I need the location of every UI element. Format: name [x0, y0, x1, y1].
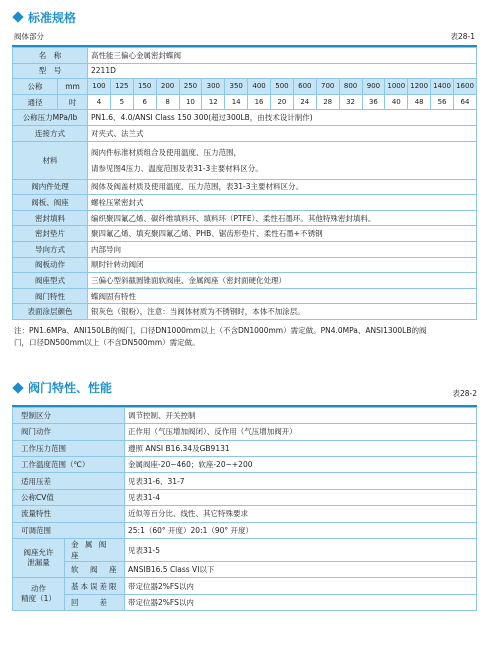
inch-cell: 14: [225, 94, 248, 110]
inch-cell: 10: [179, 94, 202, 110]
bore-unit: 吋: [58, 94, 88, 110]
cv-value: 见表31-4: [125, 489, 477, 505]
valve-characteristic-value: 蝶阀固有特性: [88, 288, 477, 304]
size-cell: 300: [202, 79, 225, 95]
packing-value: 编织聚四氟乙烯、碳纤维填料环、填料环（PTFE）、柔性石墨环。其他特殊密封填料。: [88, 210, 477, 226]
size-cell: 350: [225, 79, 248, 95]
disc-action-value: 顺时针转动阀闭: [88, 257, 477, 273]
section1-title: 标准规格: [28, 10, 77, 25]
model-label: 型 号: [13, 63, 88, 79]
accuracy-label-line1: 动作: [31, 584, 46, 594]
size-cell: 250: [179, 79, 202, 95]
cv-label: 公称CV值: [13, 489, 125, 505]
dn-label: 公称: [13, 79, 58, 95]
material-value-line1: 阀内件标准材质组合及使用温度、压力范围，: [91, 147, 241, 157]
size-row: [13, 79, 477, 95]
soft-seat-value: ANSIB16.5 Class VI以下: [125, 562, 477, 578]
metal-seat-label: 金 属 阀 座: [65, 539, 125, 562]
material-label: 材料: [13, 141, 88, 179]
inch-cell: 12: [202, 94, 225, 110]
guide-label: 导向方式: [13, 241, 88, 257]
coating-color-label: 表面涂层颜色: [13, 304, 88, 320]
inch-cell: 48: [408, 94, 431, 110]
inch-cell: 20: [271, 94, 294, 110]
pressure-label: 公称压力MPa/lb: [13, 110, 88, 126]
valve-action-label: 阀门动作: [13, 424, 125, 440]
inch-cell: 64: [454, 94, 477, 110]
size-cell: 1600: [454, 79, 477, 95]
accuracy-label-line2: 精度（1）: [21, 594, 56, 604]
accuracy-label: [13, 578, 65, 611]
inch-row: [13, 94, 477, 110]
inch-cell: 28: [316, 94, 339, 110]
leakage-label-line2: 泄漏量: [27, 558, 50, 568]
type-value: 调节控制、开关控制: [125, 407, 477, 423]
size-cell: 800: [339, 79, 362, 95]
footnote-line1: 注：PN1.6MPa、ANI150LB的阀门，口径DN1000mm以上（不含DN1000mm）需定做。PN4.0MPa、ANSI1300LB的阀: [14, 325, 427, 335]
basic-error-label: 基本误差限: [65, 578, 125, 594]
inch-cell: 4: [88, 94, 111, 110]
inch-cell: 8: [156, 94, 179, 110]
working-pressure-label: 工作压力范围: [13, 440, 125, 456]
pressure-value: PN1.6、4.0/ANSI Class 150 300(超过300LB，由技术设计制作): [88, 110, 477, 126]
section1-table-number: 表28-1: [450, 32, 475, 41]
working-temperature-label: 工作温度范围（℃）: [13, 457, 125, 473]
size-cell: 1000: [385, 79, 408, 95]
size-cell: 1400: [431, 79, 454, 95]
inch-cell: 5: [110, 94, 133, 110]
gasket-label: 密封垫片: [13, 226, 88, 242]
hysteresis-label: 回 差: [65, 594, 125, 610]
pressure-differential-label: 适用压差: [13, 473, 125, 489]
spec-table: [12, 47, 477, 320]
section2-header: [12, 377, 477, 399]
size-cell: 400: [248, 79, 271, 95]
valve-action-value: 正作用（气压增加阀闭）、反作用（气压增加阀开）: [125, 424, 477, 440]
name-label: 名 称: [13, 48, 88, 64]
inch-cell: 32: [339, 94, 362, 110]
leakage-label-line1: 阀座允许: [23, 548, 54, 558]
guide-value: 内部导向: [88, 241, 477, 257]
working-temperature-value: 金属阀座-20~460；软座-20~+200: [125, 457, 477, 473]
diamond-bullet-icon: [12, 382, 23, 393]
metal-seat-value: 见表31-5: [125, 539, 477, 562]
connection-label: 连接方式: [13, 125, 88, 141]
dn-unit: mm: [58, 79, 88, 95]
trim-treatment-value: 阀体及阀盖材质及使用温度、压力范围，表31-3主要材料区分。: [88, 179, 477, 195]
valve-characteristic-label: 阀门特性: [13, 288, 88, 304]
section1-subheader: [12, 28, 477, 42]
material-value-line2: 请参见图4压力、温度范围及表31-3主要材料区分。: [91, 163, 263, 173]
size-cell: 1200: [408, 79, 431, 95]
packing-label: 密封填料: [13, 210, 88, 226]
section2-table-number: 表28-2: [452, 388, 477, 398]
inch-cell: 40: [385, 94, 408, 110]
size-cell: 900: [362, 79, 385, 95]
working-pressure-value: 遵照 ANSI B16.34及GB9131: [125, 440, 477, 456]
bore-label: 通径: [13, 94, 58, 110]
seat-type-label: 阀座型式: [13, 273, 88, 289]
model-value: 2211D: [88, 63, 477, 79]
soft-seat-label: 软 阀 座: [65, 562, 125, 578]
performance-table: [12, 407, 477, 611]
footnote-line2: 门，口径DN500mm以上（不含DN500mm）需定做。: [14, 337, 200, 347]
size-cell: 600: [293, 79, 316, 95]
footnote: [12, 325, 477, 349]
page: [0, 6, 489, 670]
diamond-bullet-icon: [12, 11, 23, 22]
type-label: 型制区分: [13, 407, 125, 423]
section2-title: 阀门特性、性能: [28, 381, 113, 396]
disc-seat-label: 阀板、阀座: [13, 195, 88, 211]
size-cell: 125: [110, 79, 133, 95]
disc-action-label: 阀板动作: [13, 257, 88, 273]
inch-cell: 56: [431, 94, 454, 110]
connection-value: 对夹式、法兰式: [88, 125, 477, 141]
size-cell: 500: [271, 79, 294, 95]
pressure-differential-value: 见表31-6、31-7: [125, 473, 477, 489]
inch-cell: 16: [248, 94, 271, 110]
size-cell: 200: [156, 79, 179, 95]
leakage-label: [13, 539, 65, 578]
inch-cell: 6: [133, 94, 156, 110]
seat-type-value: 三偏心型斜截圆锥面软阀座、金属阀座（密封面硬化处理）: [88, 273, 477, 289]
size-cell: 150: [133, 79, 156, 95]
hysteresis-value: 带定位器2%FS以内: [125, 594, 477, 610]
rangeability-label: 可调范围: [13, 522, 125, 538]
section1-subtitle: 阀体部分: [14, 32, 44, 41]
inch-cell: 36: [362, 94, 385, 110]
disc-seat-value: 螺栓压紧密封式: [88, 195, 477, 211]
size-cell: 700: [316, 79, 339, 95]
basic-error-value: 带定位器2%FS以内: [125, 578, 477, 594]
inch-cell: 24: [293, 94, 316, 110]
material-value: [88, 141, 477, 179]
coating-color-value: 银灰色（银粉），注意：当阀体材质为不锈钢时，本体不加涂层。: [88, 304, 477, 320]
trim-treatment-label: 阀内件处理: [13, 179, 88, 195]
name-value: 高性能三偏心金属密封蝶阀: [88, 48, 477, 64]
rangeability-value: 25:1（60° 开度）20:1（90° 开度）: [125, 522, 477, 538]
size-cell: 100: [88, 79, 111, 95]
flow-characteristic-value: 近似等百分比、线性、其它特殊要求: [125, 506, 477, 522]
flow-characteristic-label: 流量特性: [13, 506, 125, 522]
gasket-value: 聚四氟乙烯、填充聚四氟乙烯、PHB、锯齿形垫片、柔性石墨+不锈钢: [88, 226, 477, 242]
section1-header: [12, 6, 477, 28]
